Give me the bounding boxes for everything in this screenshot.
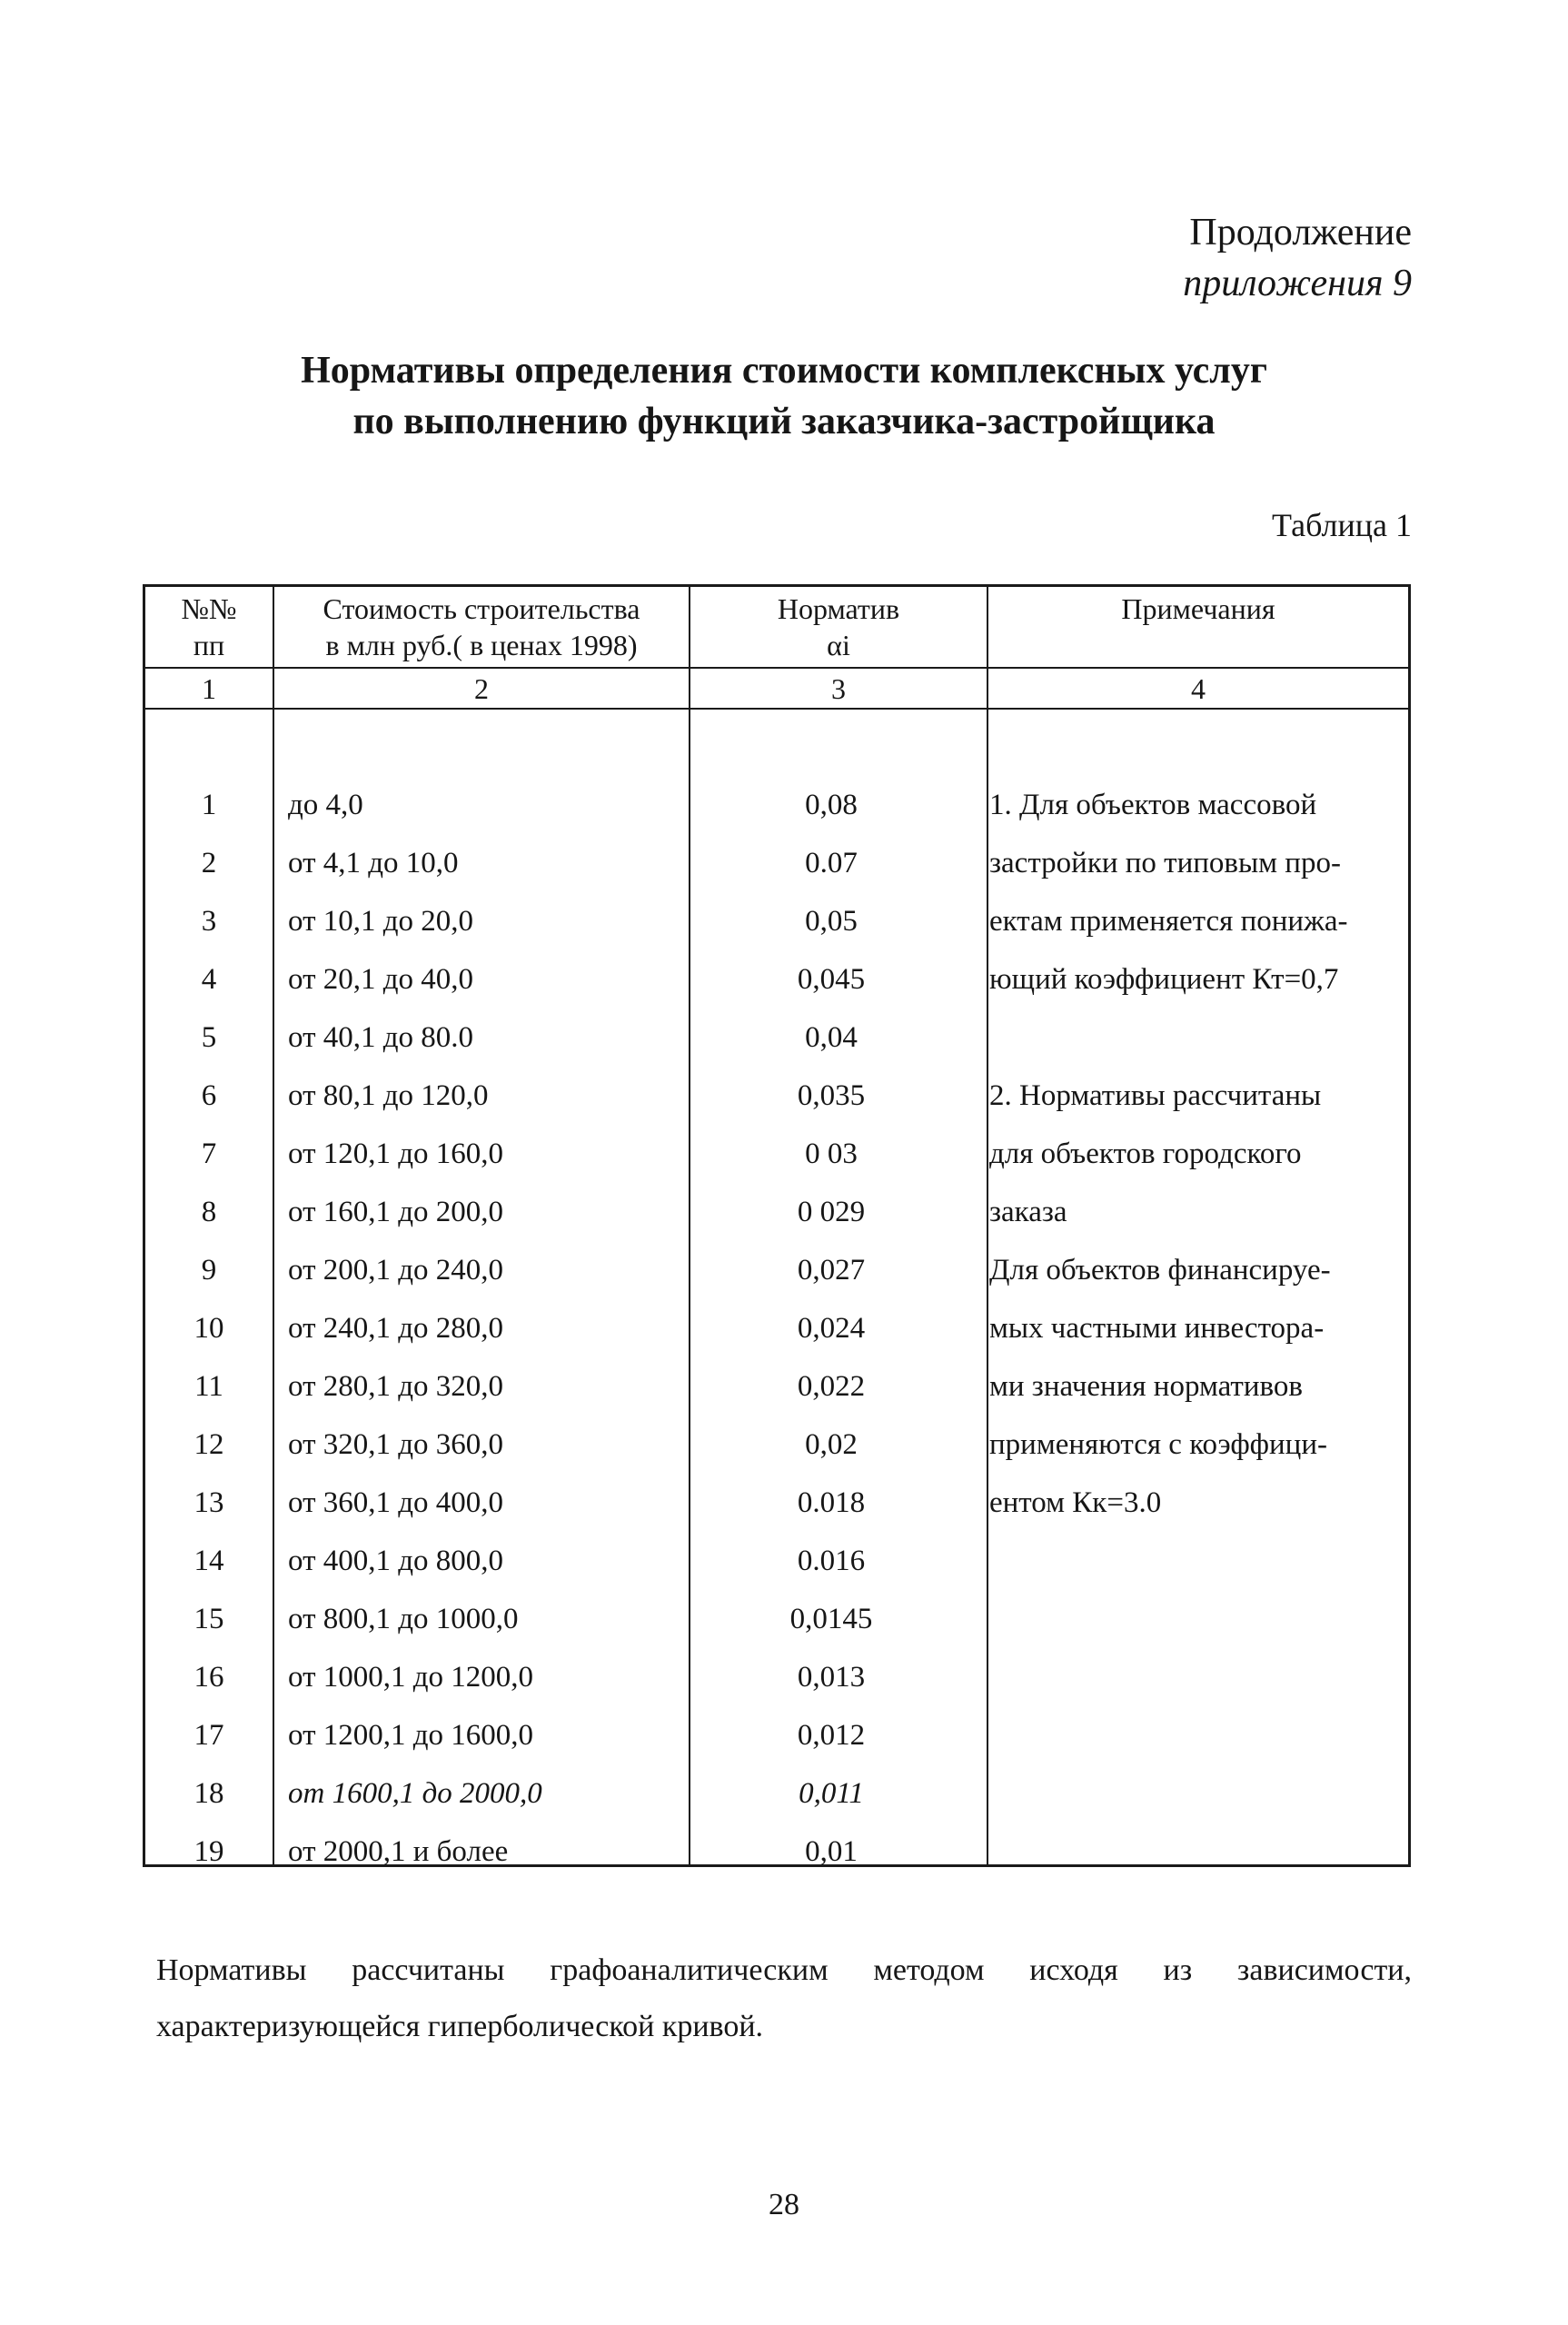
note-line: ми значения нормативов [989,1370,1303,1403]
row-norm: 0,04 [805,1021,858,1054]
row-cost: от 10,1 до 20,0 [288,905,474,938]
row-cost: от 1600,1 до 2000,0 [288,1777,542,1810]
row-number: 5 [201,1021,217,1054]
table-row [145,1823,1408,1881]
row-number: 12 [194,1428,224,1461]
header-notes: Примечания [1121,592,1275,625]
row-number: 3 [201,905,217,938]
note-line: застройки по типовым про- [989,847,1341,879]
note-line: мых частными инвестора- [989,1312,1325,1345]
row-norm: 0,024 [797,1312,866,1345]
row-cost: от 4,1 до 10,0 [288,847,459,879]
note-line: ющий коэффициент Кт=0,7 [989,963,1339,996]
table-row [145,1008,1408,1067]
note-line: ектам применяется понижа- [989,905,1348,938]
row-number: 8 [201,1196,217,1228]
row-cost: от 400,1 до 800,0 [288,1545,504,1577]
row-number: 16 [194,1661,224,1694]
note-line: заказа [989,1196,1067,1228]
row-cost: от 160,1 до 200,0 [288,1196,504,1228]
row-number: 2 [201,847,217,879]
row-cost: от 240,1 до 280,0 [288,1312,504,1345]
note-line: применяются с коэффици- [989,1428,1327,1461]
row-cost: от 80,1 до 120,0 [288,1079,489,1112]
title-line-1: Нормативы определения стоимости комплексных услуг [301,350,1267,392]
table-row [145,1590,1408,1648]
column-number: 4 [1191,672,1206,705]
row-number: 9 [201,1254,217,1287]
row-number: 11 [194,1370,223,1403]
note-line: Для объектов финансируе- [989,1254,1331,1287]
row-cost: от 280,1 до 320,0 [288,1370,504,1403]
row-norm: 0,08 [805,789,858,821]
note-line: ентом Кк=3.0 [989,1486,1162,1519]
table-row [145,1706,1408,1764]
table-row [145,1474,1408,1532]
table-row [145,1648,1408,1706]
title-line-2: по выполнению функций заказчика-застройщика [352,401,1216,442]
row-cost: от 1200,1 до 1600,0 [288,1719,534,1752]
row-cost: от 360,1 до 400,0 [288,1486,504,1519]
row-number: 17 [194,1719,224,1752]
column-number: 3 [831,672,846,705]
row-number: 4 [201,963,217,996]
continuation-line-1: Продолжение [1189,212,1412,253]
note-line: для объектов городского [989,1138,1302,1170]
row-norm: 0 03 [805,1138,858,1170]
row-norm: 0,012 [797,1719,866,1752]
header-num-line-1: №№ [181,592,237,625]
row-cost: до 4,0 [288,789,363,821]
note-line: 1. Для объектов массовой [989,789,1317,821]
row-norm: 0,027 [797,1254,866,1287]
table-row [145,1764,1408,1823]
row-norm: 0,05 [805,905,858,938]
header-divider [145,667,1408,669]
row-cost: от 120,1 до 160,0 [288,1138,504,1170]
header-cost [274,591,689,663]
table-label: Таблица 1 [1272,507,1412,543]
header-num [145,591,273,663]
row-norm: 0.016 [797,1545,866,1577]
header-norm [690,591,987,663]
row-cost: от 40,1 до 80.0 [288,1021,474,1054]
row-norm: 0,01 [805,1835,858,1868]
row-number: 15 [194,1603,224,1635]
row-norm: 0,045 [797,963,866,996]
row-number: 14 [194,1545,224,1577]
header-cost-line-1: Стоимость строительства [323,592,640,625]
header-norm-line-2: αi [827,629,850,661]
column-number: 2 [474,672,489,705]
row-norm: 0.07 [805,847,858,879]
row-norm: 0.018 [797,1486,866,1519]
header-norm-line-1: Норматив [777,592,900,625]
row-norm: 0,02 [805,1428,858,1461]
table-row [145,1532,1408,1590]
table-row [145,1183,1408,1241]
column-number-divider [145,708,1408,710]
row-number: 10 [194,1312,224,1345]
row-number: 7 [201,1138,217,1170]
row-norm: 0 029 [797,1196,866,1228]
row-cost: от 20,1 до 40,0 [288,963,474,996]
page-number: 28 [769,2188,799,2221]
row-norm: 0,022 [797,1370,866,1403]
appendix-continuation [1183,207,1412,309]
header-num-line-2: пп [193,629,225,661]
row-cost: от 200,1 до 240,0 [288,1254,504,1287]
row-cost: от 2000,1 и более [288,1835,509,1868]
methodology-paragraph: Нормативы рассчитаны графоаналитическим методом исходя из зависимости, характеризующейся гиперболической кривой. [156,1953,1412,2043]
row-number: 6 [201,1079,217,1112]
row-cost: от 320,1 до 360,0 [288,1428,504,1461]
row-norm: 0,0145 [789,1603,873,1635]
row-number: 1 [201,789,217,821]
row-number: 13 [194,1486,224,1519]
row-norm: 0,011 [799,1777,864,1810]
row-norm: 0,013 [797,1661,866,1694]
document-title [0,345,1568,447]
note-line: 2. Нормативы рассчитаны [989,1079,1322,1112]
norms-table [143,584,1411,1867]
header-cost-line-2: в млн руб.( в ценах 1998) [325,629,638,661]
row-cost: от 800,1 до 1000,0 [288,1603,519,1635]
row-cost: от 1000,1 до 1200,0 [288,1661,534,1694]
column-number: 1 [202,672,216,705]
row-norm: 0,035 [797,1079,866,1112]
row-number: 19 [194,1835,224,1868]
continuation-line-2: приложения 9 [1183,263,1412,304]
row-number: 18 [194,1777,224,1810]
